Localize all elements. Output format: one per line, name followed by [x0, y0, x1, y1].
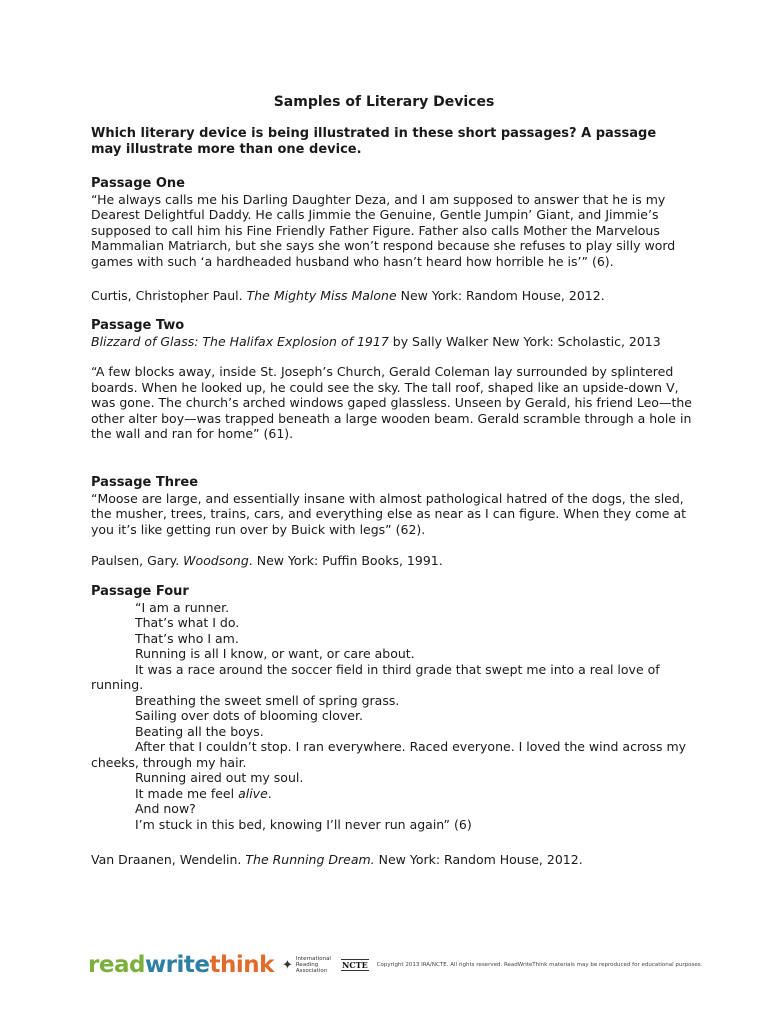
citation-publisher: . New York: Puffin Books, 1991. [248, 553, 443, 568]
passage-heading: Passage One [91, 176, 185, 191]
passage-heading: Passage Two [91, 318, 185, 333]
poem-line: And now? [135, 801, 196, 816]
passage-text: “Moose are large, and essentially insane with almost pathological hatred of the dogs, the sled, the musher, trees, trains, cars, and everything else as near as I can figure. When they come at you it’s like getting run over by Buick with legs” (62). [91, 490, 687, 537]
copyright-notice: Copyright 2013 IRA/NCTE. All rights reserved. ReadWriteThink materials may be reproduced for educational purposes. [376, 962, 703, 968]
instructions: Which literary device is being illustrated in these short passages? A passage may illustrate more than one device. [91, 126, 657, 157]
citation-author: Van Draanen, Wendelin. [91, 852, 246, 867]
citation-author: Curtis, Christopher Paul. [91, 288, 247, 303]
ncte-logo: NCTE [341, 960, 368, 970]
passage-text: “He always calls me his Darling Daughter Deza, and I am supposed to answer that he is my Dearest Delightful Daddy. He calls Jimmie the Genuine, Gentle Jumpin’ Giant, and Jimmie’s supposed to call him his Fine Friendly Father Figure. Father also calls Mother the Marvelous Mammalian Matriarch, but she says she won’t respond because she refuses to play silly word games with such ‘a hardheaded husband who hasn’t heard how horrible he is’” (6). [91, 191, 676, 269]
passage-two [91, 318, 701, 349]
passage-two-text [91, 364, 701, 442]
passage-text: “A few blocks away, inside St. Joseph’s Church, Gerald Coleman lay surrounded by splintered boards. When he looked up, he could see the sky. The tall roof, shaped like an upside-down V, was gone. The church’s arched windows gaped glassless. Unseen by Gerald, his friend Leo—the other alter boy—was trapped beneath a large wooden beam. Gerald scramble through a hole in the wall and ran for home” (61). [91, 364, 692, 441]
book-title: Woodsong [183, 553, 249, 568]
poem-line: Sailing over dots of blooming clover. [135, 708, 363, 723]
poem-line: It was a race around the soccer field in third grade that swept me into a real love of running. [91, 661, 660, 692]
footer [88, 950, 703, 980]
passage-heading: Passage Four [91, 584, 189, 599]
citation-publisher: New York: Random House, 2012. [374, 852, 583, 867]
poem-line: That’s what I do. [135, 615, 240, 630]
book-title: Blizzard of Glass: The Halifax Explosion of 1917 [91, 333, 389, 349]
citation [91, 288, 701, 304]
poem-line: Breathing the sweet smell of spring grass. [135, 692, 400, 708]
ira-icon: ✦ [281, 957, 293, 973]
poem-line: “I am a runner. [135, 599, 230, 615]
poem-line: After that I couldn’t stop. I ran everywhere. Raced everyone. I loved the wind across my cheeks, through my hair. [91, 739, 687, 770]
poem-line: Beating all the boys. [135, 723, 264, 739]
page-title: Samples of Literary Devices [273, 94, 495, 110]
poem-lines [91, 600, 701, 833]
poem-line: That’s who I am. [135, 630, 239, 646]
passage-four [91, 584, 701, 832]
passage-three [91, 475, 701, 537]
poem-line: I’m stuck in this bed, knowing I’ll never run again” (6) [135, 816, 472, 832]
poem-line: Running is all I know, or want, or care about. [135, 646, 415, 661]
passage-one [91, 176, 701, 269]
readwritethink-logo: readwritethink [88, 952, 274, 978]
book-title: The Mighty Miss Malone [246, 288, 397, 303]
emphasis-word: alive [238, 785, 268, 801]
ira-logo: ✦ International Reading Association [281, 956, 331, 974]
citation-publisher: by Sally Walker New York: Scholastic, 2013 [388, 333, 661, 349]
poem-line: Running aired out my soul. [135, 770, 304, 785]
poem-line: It made me feel alive. [135, 785, 272, 801]
book-title: The Running Dream. [245, 852, 375, 867]
citation-publisher: New York: Random House, 2012. [396, 288, 605, 303]
citation [91, 852, 701, 868]
passage-heading: Passage Three [91, 475, 199, 490]
citation [91, 553, 701, 569]
citation-author: Paulsen, Gary. [91, 553, 184, 568]
